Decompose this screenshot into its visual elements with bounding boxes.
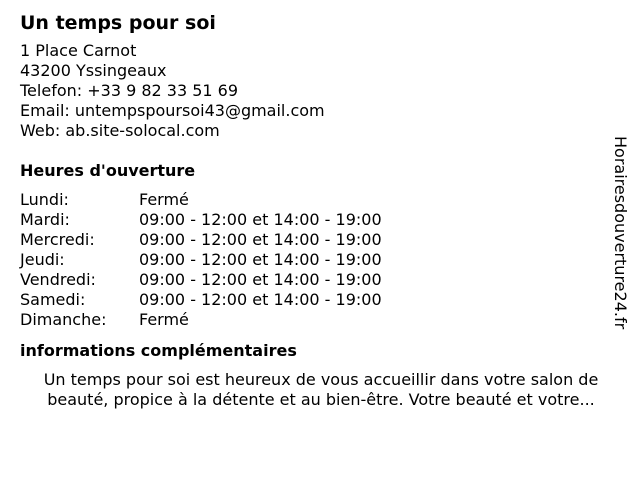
day-label: Dimanche:: [20, 310, 107, 329]
hours-row-monday: [20, 190, 605, 210]
day-label: Vendredi:: [20, 270, 96, 289]
opening-hours-heading: Heures d'ouverture: [20, 161, 196, 180]
hours-row-friday: [20, 270, 605, 290]
day-hours: 09:00 - 12:00 et 14:00 - 19:00: [139, 250, 382, 269]
hours-row-tuesday: [20, 210, 605, 230]
day-label: Jeudi:: [20, 250, 65, 269]
address-city: 43200 Yssingeaux: [20, 61, 167, 80]
business-card: [20, 10, 605, 410]
contact-details: [20, 41, 605, 141]
hours-row-thursday: [20, 250, 605, 270]
day-hours: Fermé: [139, 190, 189, 209]
opening-hours-table: [20, 190, 605, 330]
hours-row-wednesday: [20, 230, 605, 250]
day-hours: 09:00 - 12:00 et 14:00 - 19:00: [139, 210, 382, 229]
phone-number: Telefon: +33 9 82 33 51 69: [20, 81, 239, 100]
day-label: Lundi:: [20, 190, 69, 209]
email-address: Email: untempspoursoi43@gmail.com: [20, 101, 325, 120]
additional-info-heading: informations complémentaires: [20, 341, 297, 360]
day-label: Samedi:: [20, 290, 86, 309]
brand-watermark: Horairesdouverture24.fr: [611, 136, 630, 330]
day-hours: 09:00 - 12:00 et 14:00 - 19:00: [139, 230, 382, 249]
day-label: Mardi:: [20, 210, 70, 229]
additional-info-text: Un temps pour soi est heureux de vous accueillir dans votre salon de beauté, propice à la détente et au bien-être. Votre beauté et votre...: [43, 370, 599, 409]
address-street: 1 Place Carnot: [20, 41, 137, 60]
day-hours: Fermé: [139, 310, 189, 329]
day-hours: 09:00 - 12:00 et 14:00 - 19:00: [139, 290, 382, 309]
hours-row-saturday: [20, 290, 605, 310]
website: Web: ab.site-solocal.com: [20, 121, 220, 140]
business-name: Un temps pour soi: [20, 12, 216, 34]
hours-row-sunday: [20, 310, 605, 330]
day-label: Mercredi:: [20, 230, 95, 249]
day-hours: 09:00 - 12:00 et 14:00 - 19:00: [139, 270, 382, 289]
